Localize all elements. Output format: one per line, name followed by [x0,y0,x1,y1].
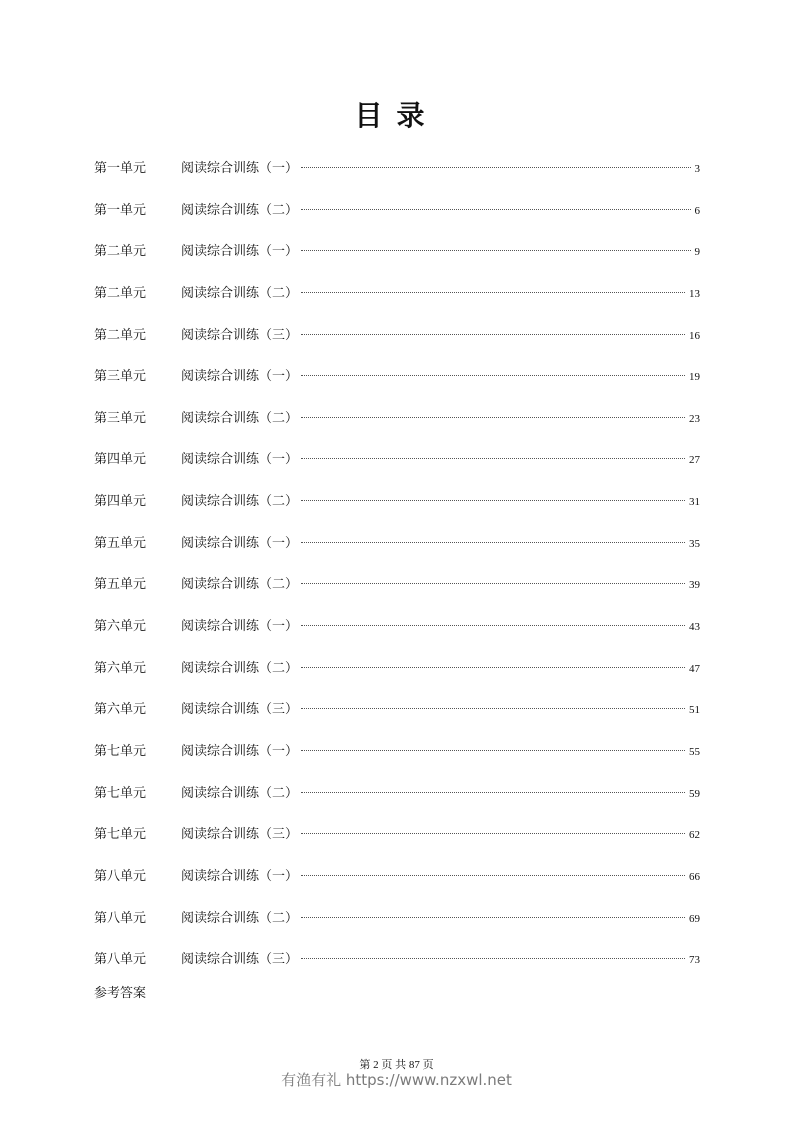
toc-entry[interactable] [94,571,700,613]
toc-entry[interactable] [94,613,700,655]
toc-entry[interactable] [94,905,700,947]
toc-page-number: 16 [689,329,700,342]
toc-entry-title: 阅读综合训练（一） [181,244,299,260]
toc-dot-leader [301,334,685,335]
toc-unit-label: 第八单元 [94,952,147,968]
toc-page-number: 39 [689,579,700,592]
toc-page-number: 19 [689,371,700,384]
table-of-contents [94,155,700,988]
toc-page-number: 69 [689,912,700,925]
toc-unit-label: 第六单元 [94,619,147,635]
toc-dot-leader [301,667,685,668]
toc-entry-title: 阅读综合训练（一） [181,161,299,176]
toc-entry-title: 阅读综合训练（三） [181,827,299,843]
answers-section-link[interactable]: 参考答案 [94,986,147,1001]
toc-entry-title: 阅读综合训练（二） [181,285,299,301]
toc-unit-label: 第七单元 [94,827,147,843]
toc-dot-leader [301,209,690,210]
toc-unit-label: 第二单元 [94,244,147,260]
toc-entry[interactable] [94,488,700,530]
toc-entry[interactable] [94,322,700,364]
toc-entry[interactable] [94,405,700,447]
toc-dot-leader [301,708,685,709]
toc-page-number: 31 [689,496,700,509]
page-indicator: 第 2 页 共 87 页 [359,1059,434,1071]
toc-page-number: 35 [689,537,700,550]
toc-unit-label: 第一单元 [94,202,147,218]
toc-unit-label: 第八单元 [94,868,147,884]
toc-dot-leader [301,292,685,293]
toc-page-number: 62 [689,829,700,842]
toc-page-number: 66 [689,870,700,883]
toc-dot-leader [301,750,685,751]
toc-dot-leader [301,792,685,793]
toc-unit-label: 第二单元 [94,285,147,301]
toc-page-number: 55 [689,745,700,758]
toc-dot-leader [301,958,685,959]
toc-entry[interactable] [94,655,700,697]
toc-entry[interactable] [94,363,700,405]
toc-unit-label: 第二单元 [94,327,147,343]
toc-unit-label: 第五单元 [94,535,147,551]
toc-entry[interactable] [94,821,700,863]
toc-entry[interactable] [94,696,700,738]
toc-page-number: 59 [689,787,700,800]
toc-entry[interactable] [94,280,700,322]
toc-entry-title: 阅读综合训练（一） [181,619,299,635]
toc-dot-leader [301,250,690,251]
toc-entry-title: 阅读综合训练（一） [181,369,299,385]
toc-unit-label: 第六单元 [94,702,147,718]
toc-page-number: 9 [694,246,700,259]
toc-dot-leader [301,917,685,918]
toc-entry-title: 阅读综合训练（二） [181,202,299,218]
toc-entry[interactable] [94,946,700,988]
toc-dot-leader [301,167,690,168]
toc-page-number: 13 [689,287,700,300]
toc-dot-leader [301,458,685,459]
toc-entry-title: 阅读综合训练（一） [181,868,299,884]
watermark-text: 有渔有礼 https://www.nzxwl.net [281,1071,512,1089]
toc-dot-leader [301,875,685,876]
toc-entry-title: 阅读综合训练（二） [181,910,299,926]
toc-unit-label: 第六单元 [94,660,147,676]
toc-unit-label: 第四单元 [94,494,147,510]
toc-page-number: 47 [689,662,700,675]
toc-entry-title: 阅读综合训练（二） [181,494,299,510]
toc-unit-label: 第五单元 [94,577,147,593]
toc-page-number: 3 [694,163,700,175]
toc-entry-title: 阅读综合训练（三） [181,702,299,718]
toc-entry-title: 阅读综合训练（二） [181,785,299,801]
toc-entry-title: 阅读综合训练（一） [181,535,299,551]
toc-unit-label: 第四单元 [94,452,147,468]
page-title: 目录 [354,99,439,132]
toc-unit-label: 第七单元 [94,785,147,801]
toc-dot-leader [301,417,685,418]
toc-dot-leader [301,542,685,543]
toc-dot-leader [301,375,685,376]
toc-entry[interactable] [94,738,700,780]
toc-dot-leader [301,500,685,501]
toc-entry-title: 阅读综合训练（二） [181,660,299,676]
toc-entry-title: 阅读综合训练（二） [181,410,299,426]
toc-page-number: 43 [689,621,700,634]
toc-entry-title: 阅读综合训练（一） [181,743,299,759]
toc-entry-title: 阅读综合训练（三） [181,327,299,343]
toc-dot-leader [301,833,685,834]
toc-entry-title: 阅读综合训练（一） [181,452,299,468]
toc-unit-label: 第一单元 [94,161,147,176]
toc-page-number: 6 [694,204,700,217]
toc-entry[interactable] [94,530,700,572]
toc-unit-label: 第三单元 [94,410,147,426]
toc-page-number: 23 [689,412,700,425]
toc-entry[interactable] [94,238,700,280]
toc-dot-leader [301,583,685,584]
toc-page-number: 27 [689,454,700,467]
toc-entry-title: 阅读综合训练（三） [181,952,299,968]
toc-entry-title: 阅读综合训练（二） [181,577,299,593]
toc-unit-label: 第三单元 [94,369,147,385]
toc-entry[interactable] [94,155,700,197]
toc-page-number: 73 [689,954,700,967]
toc-page-number: 51 [689,704,700,717]
toc-entry[interactable] [94,863,700,905]
toc-entry[interactable] [94,780,700,822]
toc-entry[interactable] [94,197,700,239]
toc-unit-label: 第七单元 [94,743,147,759]
toc-entry[interactable] [94,446,700,488]
toc-unit-label: 第八单元 [94,910,147,926]
toc-dot-leader [301,625,685,626]
